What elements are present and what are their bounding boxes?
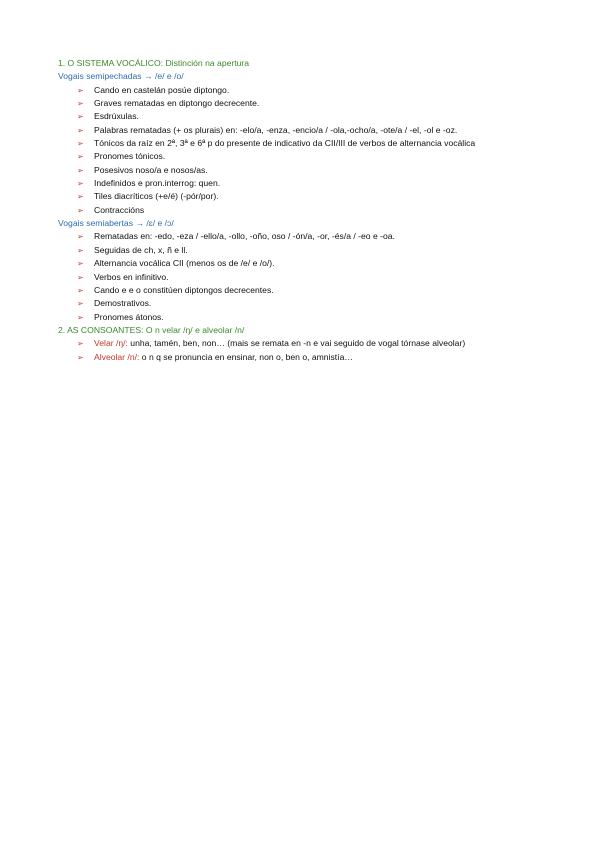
arrowhead-icon: ➢ [77, 285, 84, 295]
list-item: ➢ Tónicos da raíz en 2ª, 3ª e 6ª p do presente de indicativo da CII/III de verbos de alternancia vocálica [58, 137, 558, 150]
velar-n-label: Velar /ŋ/: [94, 338, 128, 349]
consonants-list [58, 337, 558, 364]
arrowhead-icon: ➢ [77, 125, 84, 135]
list-item [58, 337, 558, 350]
arrowhead-icon: ➢ [77, 259, 84, 269]
arrowhead-icon: ➢ [77, 139, 84, 149]
list-item: ➢ Pronomes átonos. [58, 311, 558, 324]
section-2-heading: 2. AS CONSOANTES: O n velar /ŋ/ e alveolar /n/ [58, 324, 245, 335]
arrowhead-icon: ➢ [77, 272, 84, 282]
semiopen-vowels-heading: Vogais semiabertas → /ɛ/ e /ɔ/ [58, 218, 174, 229]
section-1-heading: 1. O SISTEMA VOCÁLICO: Distinción na apertura [58, 58, 250, 68]
list-item: ➢ Tiles diacríticos (+e/é) (-pór/por). [58, 190, 558, 203]
list-item: ➢ Rematadas en: -edo, -eza / -ello/a, -ollo, -oño, oso / -ón/a, -or, -és/a / -eo e -oa. [58, 230, 558, 243]
document-page [58, 57, 558, 364]
list-item: ➢ Demostrativos. [58, 297, 558, 310]
list-item: ➢ Verbos en infinitivo. [58, 271, 558, 284]
alveolar-n-text: o n q se pronuncia en ensinar, non o, ben o, amnistía… [139, 351, 353, 362]
list-item: ➢ Alternancia vocálica CII (menos os de /e/ e /o/). [58, 257, 558, 270]
list-item: ➢ Esdrúxulas. [58, 110, 558, 123]
list-item: ➢ Seguidas de ch, x, ñ e ll. [58, 244, 558, 257]
list-item: ➢ Graves rematadas en diptongo decrecente. [58, 97, 558, 110]
semiclosed-vowels-heading: Vogais semipechadas → /e/ e /o/ [58, 71, 184, 82]
list-item: ➢ Posesivos noso/a e nosos/as. [58, 164, 558, 177]
list-item [58, 351, 558, 364]
arrowhead-icon: ➢ [77, 85, 84, 95]
list-item: ➢ Pronomes tónicos. [58, 150, 558, 163]
alveolar-n-label: Alveolar /n/: [94, 351, 140, 362]
arrowhead-icon: ➢ [77, 112, 84, 122]
list-item: ➢ Cando e e o constitúen diptongos decrecentes. [58, 284, 558, 297]
semiclosed-vowels-list [58, 84, 558, 217]
velar-n-text: unha, tamén, ben, non… (mais se remata en -n e vai seguido de vogal tórnase alveolar) [127, 338, 466, 349]
list-item: ➢ Contraccións [58, 204, 558, 217]
arrowhead-icon: ➢ [77, 205, 84, 215]
arrowhead-icon: ➢ [77, 352, 84, 362]
arrowhead-icon: ➢ [77, 99, 84, 109]
list-item: ➢ Indefinidos e pron.interrog: quen. [58, 177, 558, 190]
arrowhead-icon: ➢ [77, 152, 84, 162]
arrowhead-icon: ➢ [77, 192, 84, 202]
arrowhead-icon: ➢ [77, 339, 84, 349]
arrowhead-icon: ➢ [77, 165, 84, 175]
list-item: ➢ Palabras rematadas (+ os plurais) en: -elo/a, -enza, -encio/a / -ola,-ocho/a, -ote/a / -el, -ol e -oz. [58, 124, 558, 137]
semiopen-vowels-list [58, 230, 558, 323]
list-item: ➢ Cando en castelán posúe diptongo. [58, 84, 558, 97]
arrowhead-icon: ➢ [77, 312, 84, 322]
arrowhead-icon: ➢ [77, 179, 84, 189]
arrowhead-icon: ➢ [77, 299, 84, 309]
arrowhead-icon: ➢ [77, 232, 84, 242]
arrowhead-icon: ➢ [77, 245, 84, 255]
